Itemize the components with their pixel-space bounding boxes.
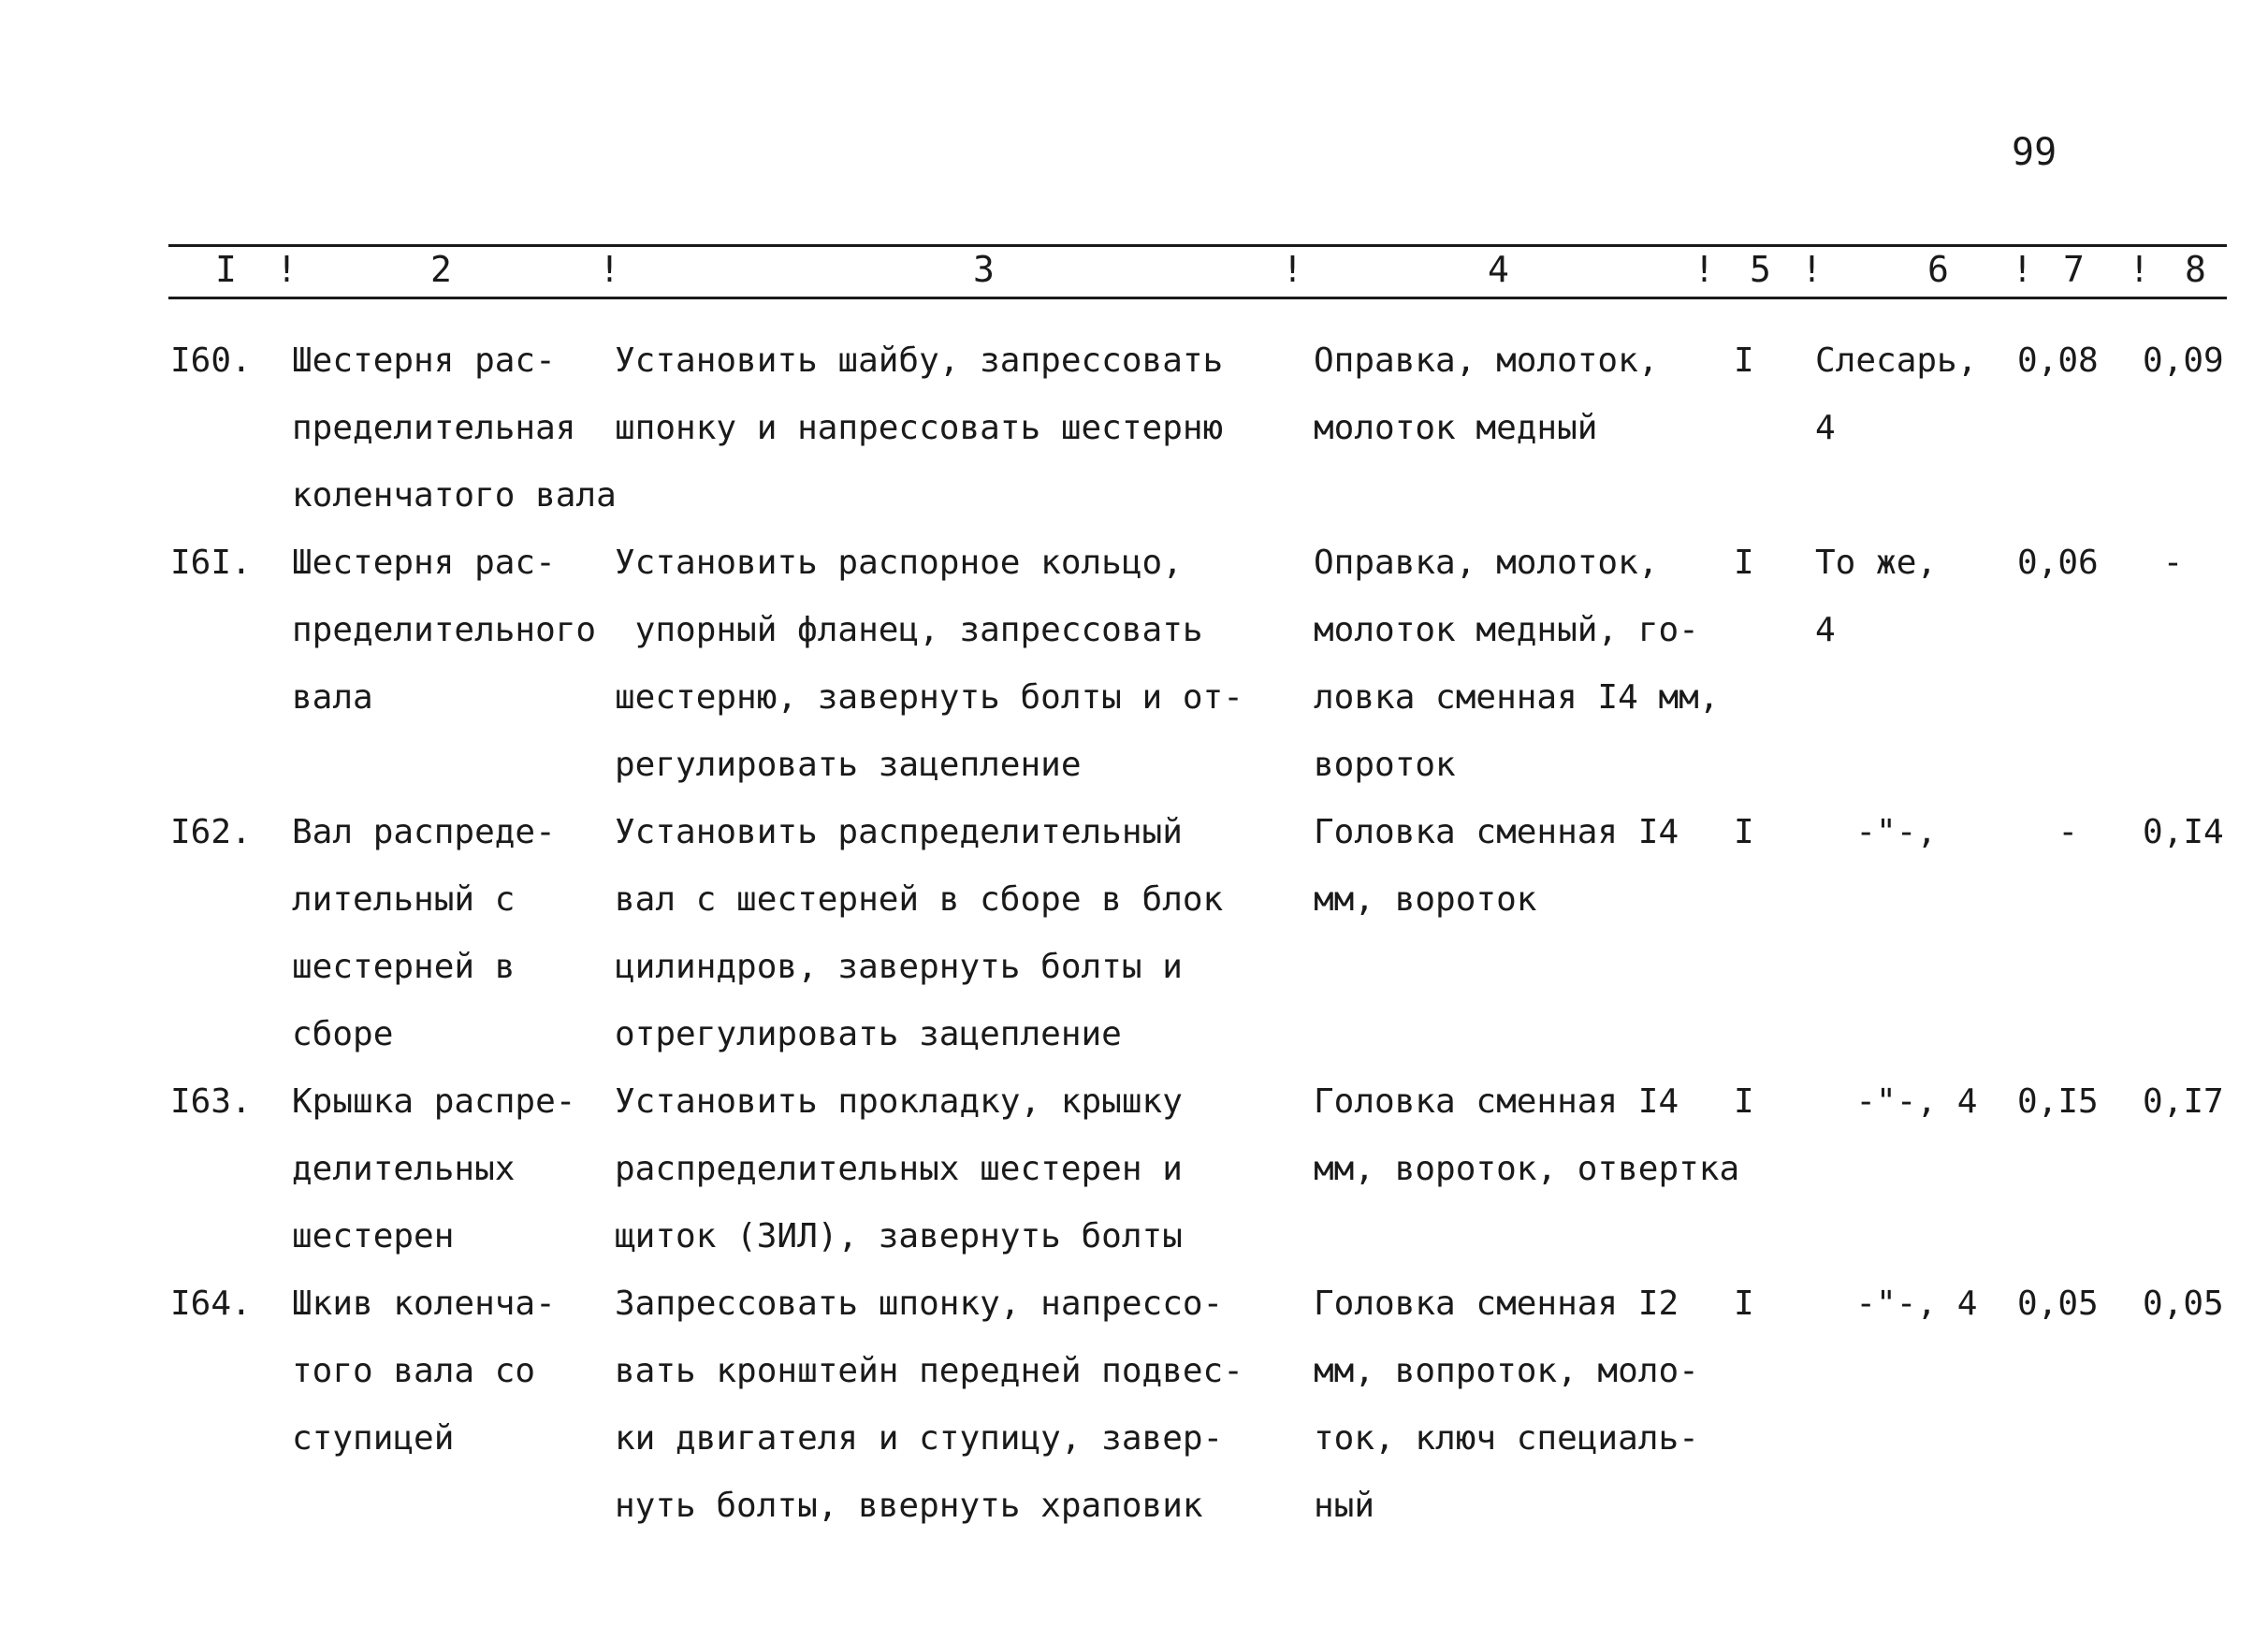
time-col-7: 0,08 xyxy=(2017,341,2099,380)
part-name: Шкив коленча- того вала со ступицей xyxy=(292,1284,556,1458)
header-col-4: 4 xyxy=(1488,249,1509,290)
header-col-1: I xyxy=(215,249,237,290)
quantity: I xyxy=(1734,1082,1754,1121)
quantity: I xyxy=(1734,341,1754,380)
header-col-5: 5 xyxy=(1750,249,1771,290)
header-col-2: 2 xyxy=(430,249,452,290)
row-number: I60. xyxy=(170,341,252,380)
page-number: 99 xyxy=(2012,131,2057,174)
row-number: I64. xyxy=(170,1284,252,1323)
part-name: Крышка распре- делительных шестерен xyxy=(292,1082,576,1255)
table-header xyxy=(168,249,2227,296)
header-separator: ! xyxy=(2129,249,2150,290)
operation-text: Установить распорное кольцо, упорный фланец, запрессовать шестерню, завернуть болты и от- регулировать зацепление xyxy=(615,544,1243,784)
operation-text: Установить распределительный вал с шестерней в сборе в блок цилиндров, завернуть болты и отрегулировать зацепление xyxy=(615,813,1224,1053)
header-col-7: 7 xyxy=(2063,249,2085,290)
worker: То же, 4 xyxy=(1815,544,1938,649)
row-number: I6I. xyxy=(170,544,252,582)
row-number: I62. xyxy=(170,813,252,851)
operation-text: Установить шайбу, запрессовать шпонку и напрессовать шестерню xyxy=(615,341,1224,447)
tools-text: Головка сменная I2 мм, вопроток, моло- ток, ключ специаль- ный xyxy=(1314,1284,1699,1525)
part-name: Шестерня рас- пределительная коленчатого вала xyxy=(292,341,617,515)
time-col-8: - xyxy=(2143,544,2184,582)
worker: -"-, 4 xyxy=(1815,1082,1978,1121)
header-separator: ! xyxy=(1282,249,1303,290)
time-col-8: 0,I4 xyxy=(2143,813,2224,851)
time-col-8: 0,09 xyxy=(2143,341,2224,380)
header-separator: ! xyxy=(1694,249,1715,290)
row-number: I63. xyxy=(170,1082,252,1121)
operation-text: Запрессовать шпонку, напрессо- вать кронштейн передней подвес- ки двигателя и ступицу, завер- нуть болты, ввернуть храповик xyxy=(615,1284,1243,1525)
quantity: I xyxy=(1734,813,1754,851)
tools-text: Оправка, молоток, молоток медный xyxy=(1314,341,1659,447)
time-col-7: 0,06 xyxy=(2017,544,2099,582)
part-name: Вал распреде- лительный с шестерней в сборе xyxy=(292,813,556,1053)
header-col-3: 3 xyxy=(973,249,995,290)
header-separator: ! xyxy=(276,249,298,290)
worker: -"-, 4 xyxy=(1815,1284,1978,1323)
header-separator: ! xyxy=(599,249,620,290)
table-top-rule xyxy=(168,244,2227,247)
table-header-bottom-rule xyxy=(168,297,2227,299)
operation-text: Установить прокладку, крышку распределительных шестерен и щиток (ЗИЛ), завернуть болты xyxy=(615,1082,1183,1255)
worker: Слесарь, 4 xyxy=(1815,341,1978,447)
tools-text: Головка сменная I4 мм, вороток xyxy=(1314,813,1679,919)
time-col-8: 0,05 xyxy=(2143,1284,2224,1323)
quantity: I xyxy=(1734,1284,1754,1323)
quantity: I xyxy=(1734,544,1754,582)
header-separator: ! xyxy=(1801,249,1823,290)
worker: -"-, xyxy=(1815,813,1938,851)
time-col-7: 0,I5 xyxy=(2017,1082,2099,1121)
time-col-8: 0,I7 xyxy=(2143,1082,2224,1121)
header-col-6: 6 xyxy=(1927,249,1949,290)
header-separator: ! xyxy=(2012,249,2033,290)
tools-text: Головка сменная I4 мм, вороток, отвертка xyxy=(1314,1082,1740,1188)
time-col-7: 0,05 xyxy=(2017,1284,2099,1323)
tools-text: Оправка, молоток, молоток медный, го- ловка сменная I4 мм, вороток xyxy=(1314,544,1720,784)
time-col-7: - xyxy=(2017,813,2079,851)
header-col-8: 8 xyxy=(2185,249,2206,290)
part-name: Шестерня рас- пределительного вала xyxy=(292,544,597,717)
